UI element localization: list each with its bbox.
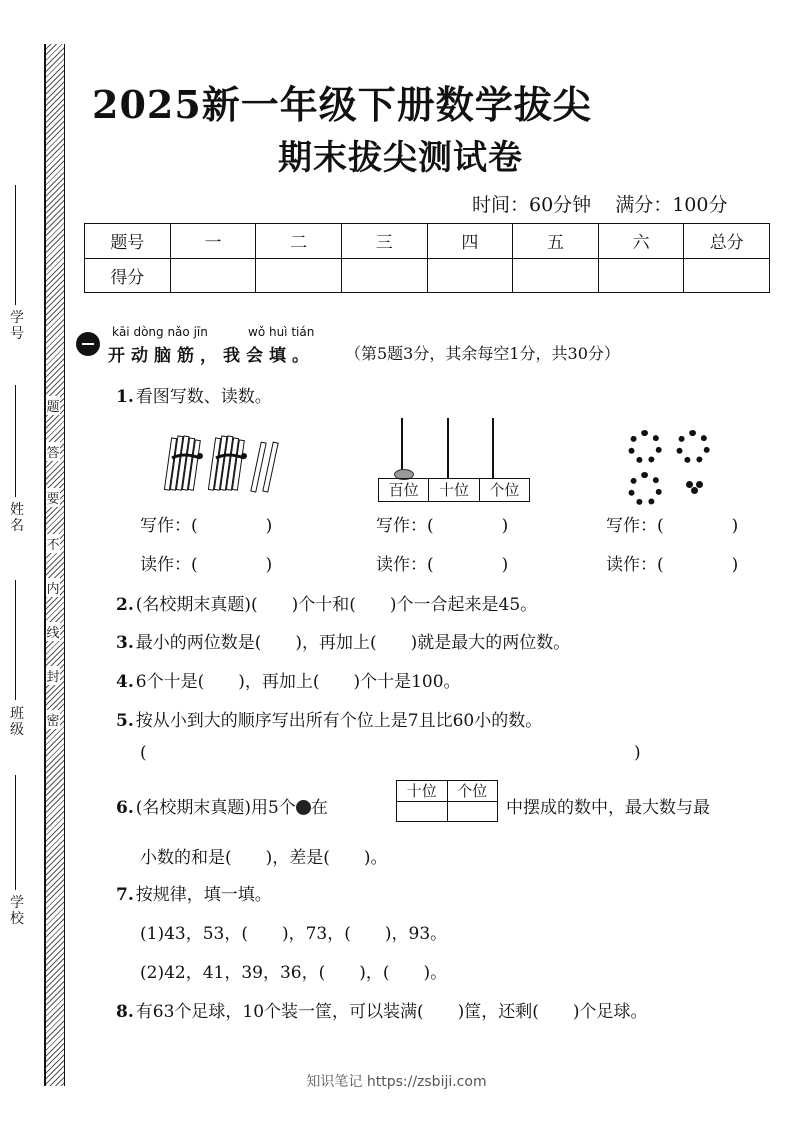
seal-char: 题 bbox=[46, 396, 60, 415]
footer-watermark: 知识笔记 https://zsbiji.com bbox=[306, 1074, 487, 1090]
table-cell: 得分 bbox=[85, 258, 171, 293]
table-row bbox=[85, 258, 770, 293]
question-number: 4. bbox=[116, 672, 134, 692]
question-8 bbox=[116, 997, 648, 1022]
abacus-rod bbox=[492, 418, 494, 478]
question-text: 最小的两位数是( )，再加上( )就是最大的两位数。 bbox=[135, 633, 571, 653]
question-7 bbox=[116, 880, 272, 905]
seal-char: 密 bbox=[46, 710, 60, 729]
question-number: 8. bbox=[116, 1002, 134, 1022]
question-text: (名校期末真题)用5个 bbox=[135, 798, 296, 818]
stick-bundles-image bbox=[160, 432, 290, 500]
score-input-cell[interactable] bbox=[170, 258, 256, 293]
section-note: （第5题3分，其余每空1分，共30分） bbox=[345, 344, 620, 363]
exam-info bbox=[472, 190, 727, 217]
score-input-cell[interactable] bbox=[598, 258, 684, 293]
student-id-line bbox=[15, 185, 16, 305]
table-cell: 三 bbox=[341, 224, 427, 259]
seal-char: 答 bbox=[46, 442, 60, 461]
question-7-part-2: (2)42，41，39，36，( )，( )。 bbox=[140, 963, 448, 983]
table-cell: 四 bbox=[427, 224, 513, 259]
question-6-line2: 小数的和是( )，差是( )。 bbox=[140, 848, 388, 868]
score-table bbox=[84, 223, 770, 293]
full-score: 满分：100分 bbox=[615, 194, 728, 216]
question-text: 6个十是( )，再加上( )个十是100。 bbox=[135, 672, 461, 692]
answer-write-1[interactable]: 写作：( ) bbox=[140, 516, 273, 536]
section-pinyin-2: wǒ huì tián bbox=[248, 325, 315, 339]
section-number-badge bbox=[76, 332, 100, 356]
question-text: (名校期末真题)( )个十和( )个一合起来是45。 bbox=[135, 595, 538, 615]
answer-read-3[interactable]: 读作：( ) bbox=[606, 555, 739, 575]
question-number: 1. bbox=[116, 387, 134, 407]
page-title: 2025新一年级下册数学拔尖 bbox=[92, 82, 592, 127]
class-label: 班级 bbox=[10, 706, 24, 738]
table-cell: 五 bbox=[513, 224, 599, 259]
answer-open-paren: ( bbox=[140, 743, 147, 763]
stick-bundle bbox=[208, 436, 247, 490]
question-text: 在 bbox=[310, 798, 328, 818]
ones-cell bbox=[448, 802, 498, 821]
answer-read-1[interactable]: 读作：( ) bbox=[140, 555, 273, 575]
name-line bbox=[15, 385, 16, 497]
seal-char: 封 bbox=[46, 666, 60, 685]
section-title: 开动脑筋，我会填。 bbox=[108, 346, 315, 366]
answer-field-q5[interactable] bbox=[150, 743, 630, 765]
section-pinyin-1: kāi dòng nǎo jīn bbox=[112, 325, 208, 339]
tens-label: 十位 bbox=[397, 781, 448, 801]
ones-label: 个位 bbox=[457, 782, 488, 800]
binding-margin-hatch bbox=[44, 44, 65, 1086]
question-text: 按从小到大的顺序写出所有个位上是7且比60小的数。 bbox=[135, 711, 543, 731]
answer-read-2[interactable]: 读作：( ) bbox=[376, 555, 509, 575]
table-cell: 一 bbox=[170, 224, 256, 259]
bead-ring bbox=[676, 430, 710, 464]
black-bead-icon bbox=[296, 800, 311, 815]
seal-char: 内 bbox=[46, 578, 60, 597]
bead-ring bbox=[628, 430, 662, 464]
score-input-cell[interactable] bbox=[256, 258, 342, 293]
tens-label: 十位 bbox=[429, 479, 479, 501]
question-4 bbox=[116, 667, 461, 692]
answer-write-3[interactable]: 写作：( ) bbox=[606, 516, 739, 536]
question-5 bbox=[116, 706, 542, 731]
question-text: 按规律，填一填。 bbox=[135, 885, 272, 905]
question-number: 6. bbox=[116, 798, 134, 818]
answer-write-2[interactable]: 写作：( ) bbox=[376, 516, 509, 536]
abacus-base bbox=[378, 478, 530, 502]
bead-dot bbox=[691, 487, 698, 494]
abacus-rod bbox=[401, 418, 403, 470]
seal-char: 线 bbox=[46, 622, 60, 641]
score-input-cell[interactable] bbox=[341, 258, 427, 293]
hundreds-label: 百位 bbox=[379, 479, 429, 501]
ones-label: 个位 bbox=[489, 481, 520, 499]
page-subtitle: 期末拔尖测试卷 bbox=[278, 138, 523, 178]
seal-char: 要 bbox=[46, 488, 60, 507]
question-number: 3. bbox=[116, 633, 134, 653]
table-cell: 总分 bbox=[684, 224, 770, 259]
tens-cell bbox=[397, 802, 448, 821]
question-number: 5. bbox=[116, 711, 134, 731]
score-input-cell[interactable] bbox=[427, 258, 513, 293]
school-line bbox=[15, 775, 16, 890]
name-label: 姓名 bbox=[10, 502, 24, 534]
question-6 bbox=[116, 793, 328, 818]
question-number: 2. bbox=[116, 595, 134, 615]
table-row bbox=[85, 224, 770, 259]
bead-ring bbox=[628, 472, 662, 506]
score-input-cell[interactable] bbox=[513, 258, 599, 293]
question-7-part-1: (1)43，53，( )，73，( )，93。 bbox=[140, 924, 448, 944]
bead-dot bbox=[696, 481, 703, 488]
question-2 bbox=[116, 590, 537, 615]
answer-close-paren: ) bbox=[634, 743, 641, 763]
table-cell: 二 bbox=[256, 224, 342, 259]
seal-char: 不 bbox=[46, 534, 60, 553]
school-label: 学校 bbox=[10, 895, 24, 927]
place-value-chart bbox=[396, 780, 498, 822]
question-text: 有63个足球，10个装一筐，可以装满( )筐，还剩( )个足球。 bbox=[135, 1002, 648, 1022]
stick-bundle bbox=[164, 436, 203, 490]
question-text: 中摆成的数中，最大数与最 bbox=[506, 798, 710, 818]
abacus-rod bbox=[447, 418, 449, 478]
question-3 bbox=[116, 628, 570, 653]
question-1 bbox=[116, 382, 272, 407]
question-number: 7. bbox=[116, 885, 134, 905]
student-id-label: 学号 bbox=[10, 310, 24, 342]
class-line bbox=[15, 580, 16, 700]
table-cell: 题号 bbox=[85, 224, 171, 259]
score-input-cell[interactable] bbox=[684, 258, 770, 293]
table-cell: 六 bbox=[598, 224, 684, 259]
question-text: 看图写数、读数。 bbox=[135, 387, 272, 407]
time-limit: 时间：60分钟 bbox=[472, 194, 592, 216]
